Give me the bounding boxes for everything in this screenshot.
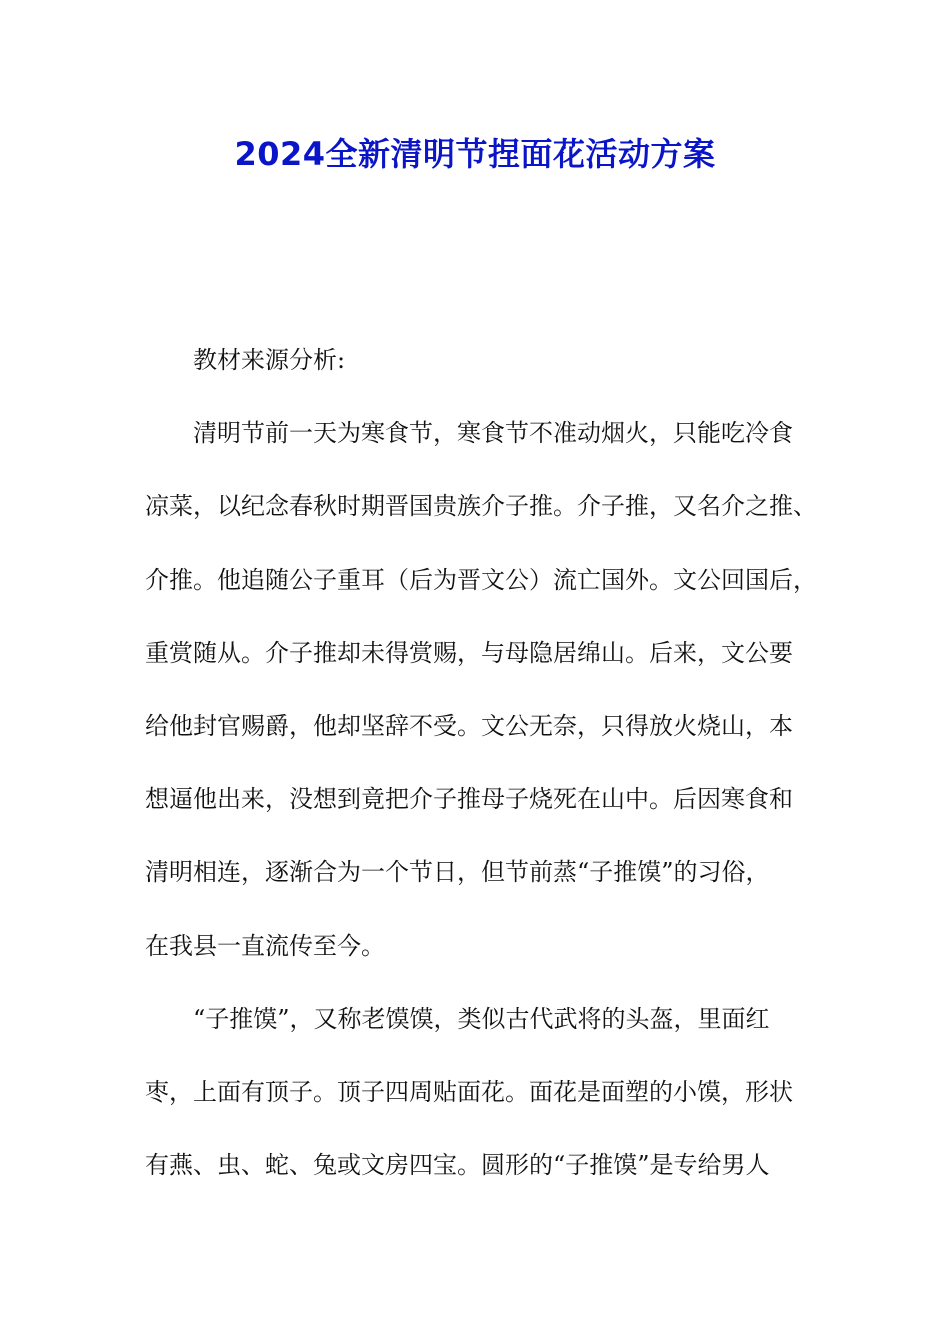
text-line: 清明节前一天为寒食节，寒食节不准动烟火，只能吃冷食: [193, 419, 793, 448]
document-title: 2024全新清明节捏面花活动方案: [234, 135, 716, 173]
text-line: 介推。他追随公子重耳（后为晋文公）流亡国外。文公回国后，: [145, 565, 817, 594]
text-line: 枣，上面有顶子。顶子四周贴面花。面花是面塑的小馍，形状: [145, 1077, 793, 1106]
text-line: 在我县一直流传至今。: [145, 931, 385, 960]
text-line: 给他封官赐爵，他却坚辞不受。文公无奈，只得放火烧山，本: [145, 711, 793, 740]
text-line: 重赏随从。介子推却未得赏赐，与母隐居绵山。后来，文公要: [145, 638, 793, 667]
text-line: 清明相连，逐渐合为一个节日，但节前蒸“子推馍”的习俗，: [145, 858, 770, 887]
text-line: 有燕、虫、蛇、兔或文房四宝。圆形的“子推馍”是专给男人: [145, 1151, 770, 1180]
text-line: 教材来源分析:: [193, 346, 346, 374]
text-line: 想逼他出来，没想到竟把介子推母子烧死在山中。后因寒食和: [145, 785, 793, 814]
text-line: 凉菜，以纪念春秋时期晋国贵族介子推。介子推，又名介之推、: [145, 492, 817, 521]
text-line: “子推馍”，又称老馍馍，类似古代武将的头盔，里面红: [193, 1004, 770, 1033]
document-body: [145, 340, 835, 1218]
